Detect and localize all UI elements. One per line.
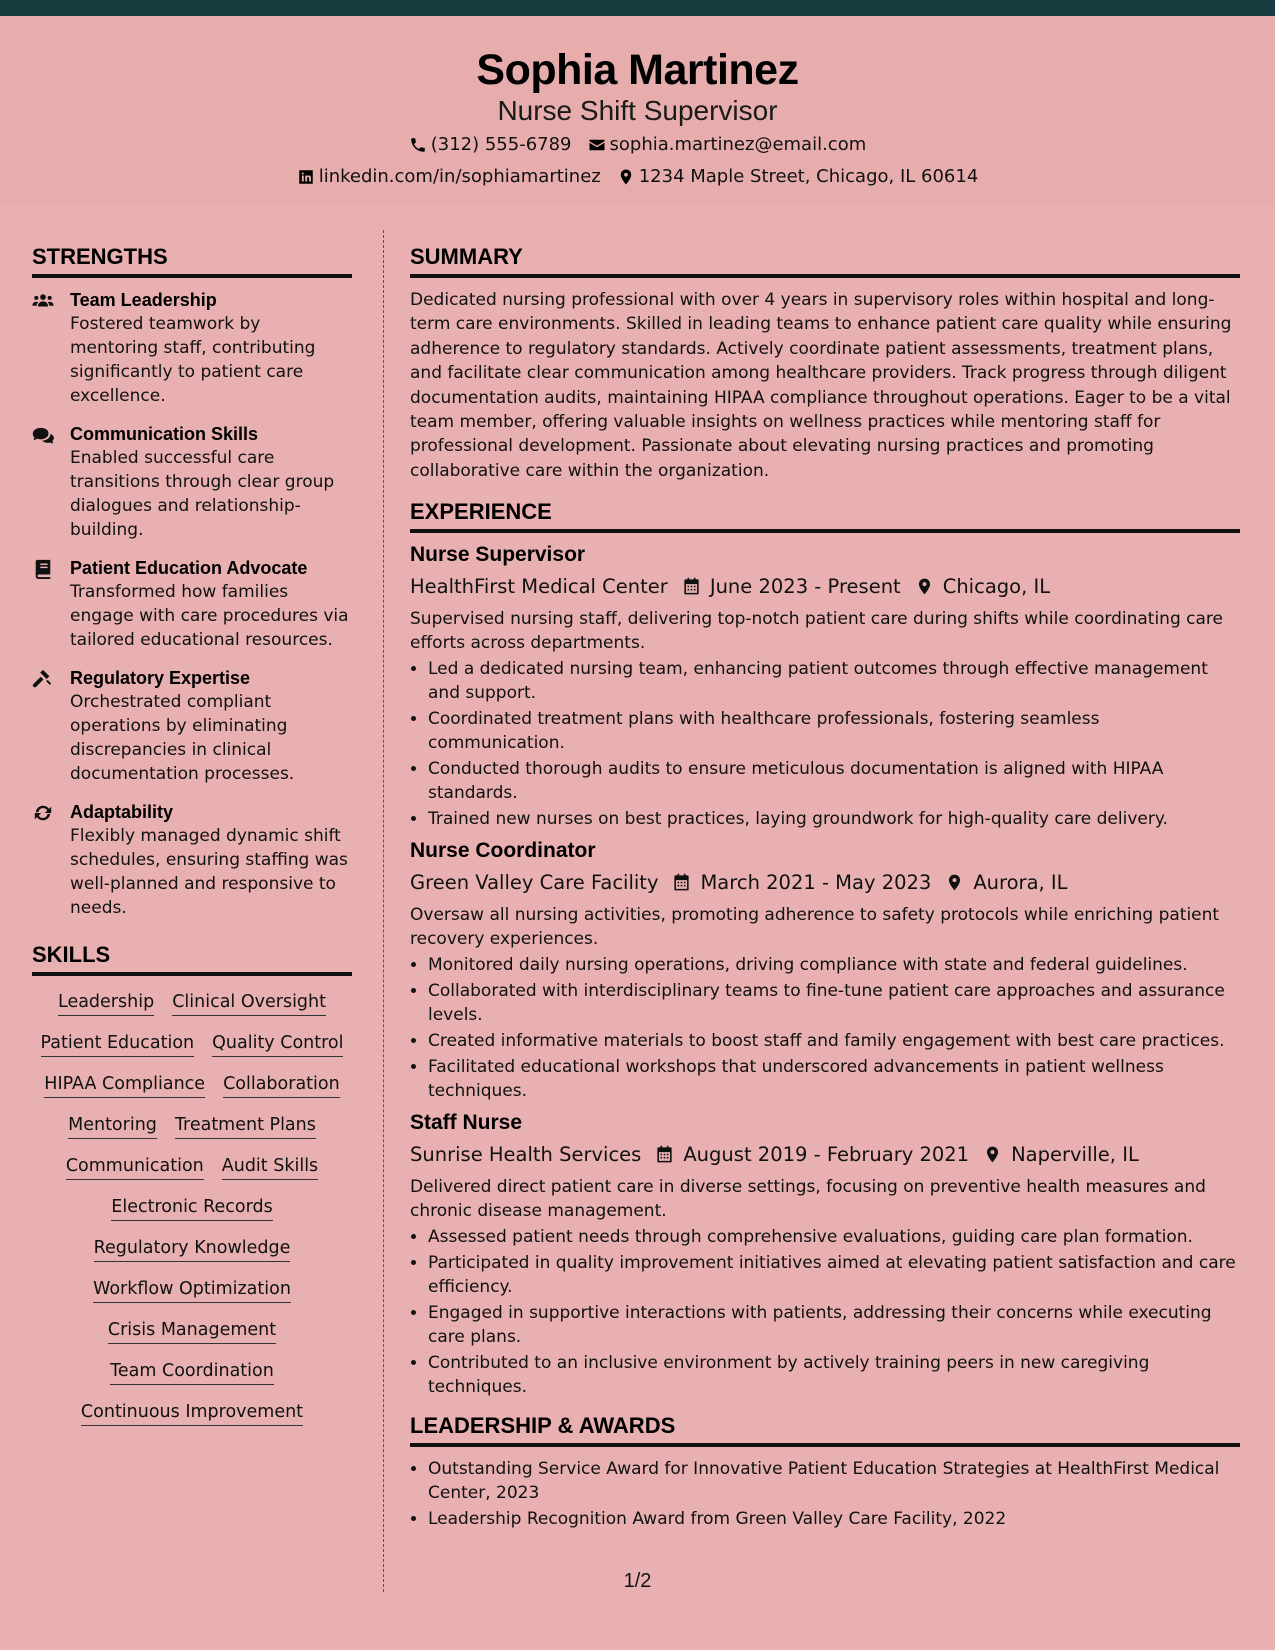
strength-desc: Enabled successful care transitions through clear group dialogues and relationship-building. [70,448,335,540]
users-icon [32,291,54,311]
strength-title: Regulatory Expertise [70,668,251,688]
job-company: HealthFirst Medical Center [410,575,668,599]
job-bullet: • Conducted thorough audits to ensure meticulous documentation is aligned with HIPAA standards. [428,757,1240,805]
strength-desc: Flexibly managed dynamic shift schedules, ensuring staffing was well-planned and responsive to needs. [70,826,348,918]
skill-tag: Team Coordination [110,1355,274,1385]
skills-heading: SKILLS [32,942,352,976]
strength-item [32,666,352,786]
map-pin-icon [617,168,635,186]
job-bullet: • Led a dedicated nursing team, enhancing patient outcomes through effective management and support. [428,657,1240,705]
phone-icon [409,136,427,154]
address-contact [617,166,979,187]
map-pin-icon [915,577,934,596]
job-title: Nurse Coordinator [410,839,596,863]
job-company: Green Valley Care Facility [410,871,659,895]
left-column [32,244,352,1437]
job-bullets [410,953,1240,1103]
strength-item [32,556,352,652]
job-title: Nurse Supervisor [410,543,586,567]
contact-row-1 [0,134,1275,155]
job-bullet: • Facilitated educational workshops that underscored advancements in patient wellness techniques. [428,1055,1240,1103]
strength-item [32,800,352,920]
job-bullet: • Monitored daily nursing operations, driving compliance with state and federal guidelines. [428,953,1240,977]
job-meta [410,871,1240,894]
job-entry [410,543,1240,831]
award-item: • Outstanding Service Award for Innovative Patient Education Strategies at HealthFirst Medical Center, 2023 [428,1457,1240,1505]
job-bullet: • Participated in quality improvement initiatives aimed at elevating patient satisfaction and care efficiency. [428,1251,1240,1299]
job-bullets [410,657,1240,831]
linkedin-contact[interactable] [297,166,601,187]
book-icon [32,559,54,579]
email-contact[interactable] [588,134,867,155]
strength-item [32,422,352,542]
map-pin-icon [945,873,964,892]
page-number: 1/2 [623,1570,652,1592]
job-meta [410,575,1240,598]
calendar-icon [655,1145,674,1164]
job-entry [410,1111,1240,1399]
award-item: • Leadership Recognition Award from Green Valley Care Facility, 2022 [428,1507,1240,1531]
contact-row-2 [0,166,1275,187]
strength-title: Team Leadership [70,290,217,310]
job-bullet: • Coordinated treatment plans with healthcare professionals, fostering seamless communication. [428,707,1240,755]
skill-tag: Audit Skills [222,1150,318,1180]
job-bullet: • Trained new nurses on best practices, laying groundwork for high-quality care delivery. [428,807,1240,831]
job-bullet: • Engaged in supportive interactions with patients, addressing their concerns while executing care plans. [428,1301,1240,1349]
job-dates: August 2019 - February 2021 [683,1143,970,1167]
skill-tag: Treatment Plans [175,1109,316,1139]
skills-list [32,986,352,1437]
job-bullet: • Assessed patient needs through comprehensive evaluations, guiding care plan formation. [428,1225,1240,1249]
job-location: Chicago, IL [942,575,1051,599]
phone-text: (312) 555-6789 [430,134,572,155]
gavel-icon [32,669,54,689]
envelope-icon [588,136,606,154]
email-text[interactable]: sophia.martinez@email.com [609,134,867,155]
address-text: 1234 Maple Street, Chicago, IL 60614 [638,166,979,187]
job-bullet: • Contributed to an inclusive environment by actively training peers in new caregiving techniques. [428,1351,1240,1399]
candidate-title: Nurse Shift Supervisor [497,95,778,126]
strength-title: Adaptability [70,802,174,822]
skill-tag: Crisis Management [108,1314,276,1344]
calendar-icon [682,577,701,596]
job-bullets [410,1225,1240,1399]
job-company: Sunrise Health Services [410,1143,642,1167]
summary-text: Dedicated nursing professional with over 4 years in supervisory roles within hospital and long-term care environments. Skilled in leading teams to enhance patient care quality while ensuring adherence to regulatory standards. Actively coordinate patient assessments, treatment plans, and facilitate clear communication among healthcare providers. Track progress through diligent documentation audits, maintaining HIPAA compliance throughout operations. Eager to be a vital team member, offering valuable insights on wellness practices while mentoring staff for professional development. Passionate about elevating nursing practices and promoting collaborative care within the organization. [410,290,1232,481]
phone-contact [409,134,572,155]
job-description: Supervised nursing staff, delivering top-notch patient care during shifts while coordinating care efforts across departments. [410,609,1223,654]
skill-tag: Clinical Oversight [172,986,326,1016]
job-title: Staff Nurse [410,1111,523,1135]
awards-list [410,1457,1240,1531]
comments-icon [32,425,54,445]
skill-tag: Workflow Optimization [93,1273,291,1303]
strength-desc: Transformed how families engage with care procedures via tailored educational resources. [70,582,349,650]
job-location: Aurora, IL [973,871,1068,895]
job-dates: March 2021 - May 2023 [700,871,932,895]
linkedin-icon [297,168,315,186]
skill-tag: Regulatory Knowledge [94,1232,291,1262]
skill-tag: Communication [66,1150,204,1180]
job-description: Oversaw all nursing activities, promoting adherence to safety protocols while enriching patient recovery experiences. [410,905,1220,950]
experience-heading: EXPERIENCE [410,499,1240,533]
top-accent-bar [0,0,1275,16]
skill-tag: Electronic Records [111,1191,272,1221]
skill-tag: Continuous Improvement [81,1396,303,1426]
skill-tag: HIPAA Compliance [44,1068,205,1098]
strength-desc: Orchestrated compliant operations by eliminating discrepancies in clinical documentation processes. [70,692,295,784]
strength-title: Patient Education Advocate [70,558,308,578]
linkedin-text[interactable]: linkedin.com/in/sophiamartinez [318,166,601,187]
right-column [410,244,1240,1539]
skill-tag: Collaboration [223,1068,340,1098]
job-description: Delivered direct patient care in diverse settings, focusing on preventive health measures and chronic disease management. [410,1177,1206,1222]
skill-tag: Leadership [58,986,154,1016]
calendar-icon [672,873,691,892]
job-dates: June 2023 - Present [709,575,901,599]
awards-heading: LEADERSHIP & AWARDS [410,1413,1240,1447]
skill-tag: Quality Control [212,1027,343,1057]
job-bullet: • Collaborated with interdisciplinary teams to fine-tune patient care approaches and assurance levels. [428,979,1240,1027]
job-bullet: • Created informative materials to boost staff and family engagement with best care practices. [428,1029,1240,1053]
sync-icon [32,803,54,823]
job-meta [410,1143,1240,1166]
resume-header [0,16,1275,204]
skill-tag: Patient Education [41,1027,195,1057]
column-divider [383,230,384,1592]
summary-heading: SUMMARY [410,244,1240,278]
skill-tag: Mentoring [68,1109,157,1139]
strength-desc: Fostered teamwork by mentoring staff, contributing significantly to patient care excellence. [70,314,316,406]
job-location: Naperville, IL [1011,1143,1139,1167]
candidate-name: Sophia Martinez [476,46,799,94]
strength-title: Communication Skills [70,424,259,444]
job-entry [410,839,1240,1103]
map-pin-icon [983,1145,1002,1164]
strengths-heading: STRENGTHS [32,244,352,278]
strength-item [32,288,352,408]
